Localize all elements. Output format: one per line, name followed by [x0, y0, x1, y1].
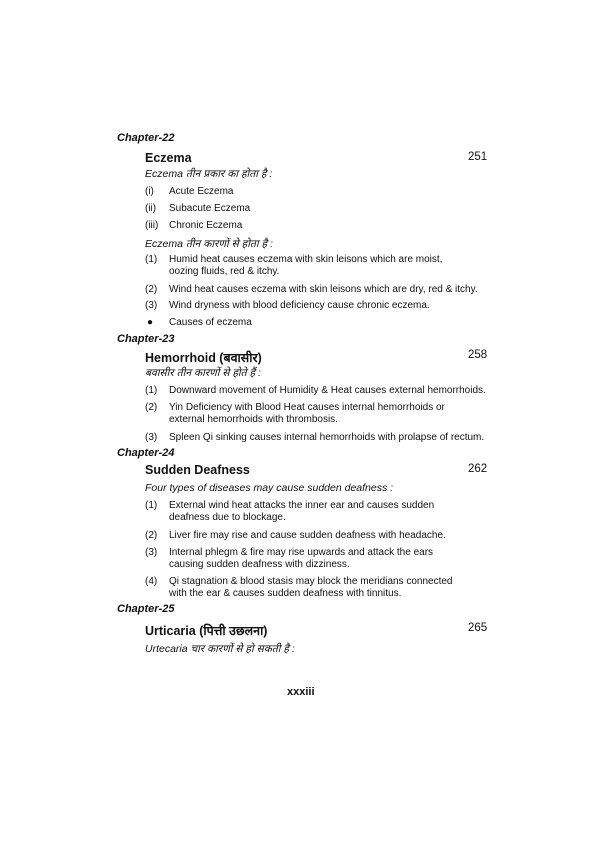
item-text: Wind heat causes eczema with skin leisons which are dry, red & itchy.	[169, 284, 478, 295]
item-number: (1)	[145, 385, 158, 396]
item-text: Humid heat causes eczema with skin leisons which are moist, oozing fluids, red & itchy.	[169, 254, 443, 277]
item-text: Subacute Eczema	[169, 203, 251, 214]
chapter-intro: Eczema तीन कारणों से होता है :	[145, 238, 273, 250]
chapter-label: Chapter-23	[117, 333, 175, 345]
item-number: (2)	[145, 402, 158, 413]
chapter-intro: बवासीर तीन कारणों से होते हैं :	[145, 367, 261, 379]
item-text: Acute Eczema	[169, 186, 234, 197]
item-text: Liver fire may rise and cause sudden deafness with headache.	[169, 530, 446, 541]
item-number: (i)	[145, 186, 154, 197]
item-number: (1)	[145, 254, 158, 265]
item-text: External wind heat attacks the inner ear and causes sudden deafness due to blockage.	[169, 500, 435, 523]
page-number: 258	[468, 349, 488, 361]
chapter-label: Chapter-22	[117, 132, 175, 144]
chapter-title: Urticaria (पित्ती उछलना)	[145, 624, 268, 638]
chapter-title: Sudden Deafness	[145, 463, 250, 477]
item-text: Chronic Eczema	[169, 220, 243, 231]
item-text: Wind dryness with blood deficiency cause chronic eczema.	[169, 300, 430, 311]
chapter-label: Chapter-24	[117, 447, 175, 459]
item-text: Spleen Qi sinking causes internal hemorrhoids with prolapse of rectum.	[169, 432, 485, 443]
chapter-intro: Urtecaria चार कारणों से हो सकती है :	[145, 643, 295, 655]
item-text: Causes of eczema	[169, 317, 252, 328]
item-number: (3)	[145, 432, 158, 443]
item-text: Internal phlegm & fire may rise upwards and attack the ears causing sudden deafness with dizziness.	[169, 547, 434, 570]
chapter-title: Hemorrhoid (बवासीर)	[145, 351, 262, 365]
bullet-icon: ●	[147, 317, 154, 328]
item-number: (iii)	[145, 220, 159, 231]
item-number: (4)	[145, 576, 158, 587]
page-number: 251	[468, 151, 488, 163]
page-number: 262	[468, 463, 488, 475]
page-footer-number: xxxiii	[287, 686, 315, 698]
item-number: (ii)	[145, 203, 157, 214]
item-number: (3)	[145, 300, 158, 311]
item-number: (1)	[145, 500, 158, 511]
item-number: (2)	[145, 284, 158, 295]
item-number: (3)	[145, 547, 158, 558]
chapter-intro: Eczema तीन प्रकार का होता है :	[145, 168, 273, 180]
page-number: 265	[468, 622, 488, 634]
chapter-title: Eczema	[145, 151, 192, 165]
item-text: Yin Deficiency with Blood Heat causes internal hemorrhoids or external hemorrhoids with thrombosis.	[169, 402, 445, 425]
item-number: (2)	[145, 530, 158, 541]
chapter-label: Chapter-25	[117, 603, 175, 615]
item-text: Qi stagnation & blood stasis may block the meridians connected with the ear & causes sudden deafness with tinnitus.	[169, 576, 453, 599]
item-text: Downward movement of Humidity & Heat causes external hemorrhoids.	[169, 385, 486, 396]
chapter-intro: Four types of diseases may cause sudden deafness :	[145, 482, 394, 494]
